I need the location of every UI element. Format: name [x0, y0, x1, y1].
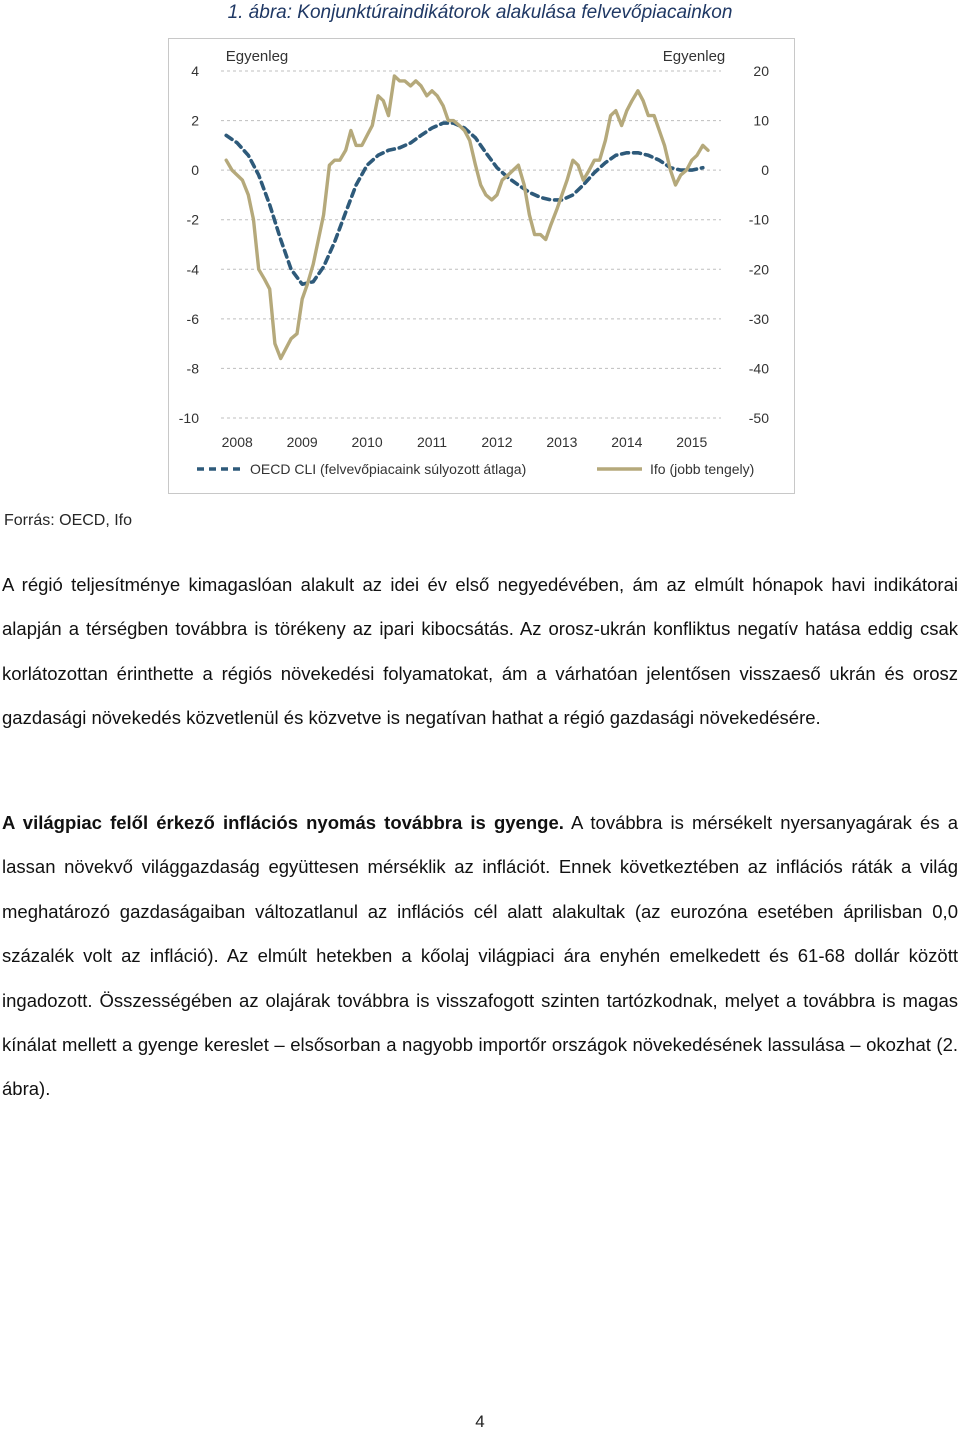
left-tick-label: -4	[186, 261, 199, 278]
left-tick-label: -10	[178, 410, 199, 426]
left-axis-title: Egyenleg	[225, 48, 289, 65]
left-tick-label: 4	[191, 63, 199, 79]
legend-label-ifo: Ifo (jobb tengely)	[650, 461, 755, 477]
figure-caption: 1. ábra: Konjunktúraindikátorok alakulása felvevőpiacainkon	[227, 2, 733, 23]
right-tick-label: 0	[761, 162, 769, 179]
paragraph-region-performance: A régió teljesítménye kimagaslóan alakult az idei év első negyedévében, ám az elmúlt hónapok havi indikátorai alapján a térségben továbbra is törékeny az ipari kibocsátás. Az orosz-ukrán konfliktus negatív hatása eddig csak korlátozottan érinthette a régiós növekedési folyamatokat, ám a várhatóan jelentősen visszaeső ukrán és orosz gazdasági növekedés közvetlenül és közvetve is negatívan hathat a régió gazdasági növekedésére.	[2, 574, 958, 729]
paragraph-inflation-lead: A világpiac felől érkező inflációs nyomás továbbra is gyenge.	[2, 812, 564, 833]
left-tick-label: 2	[191, 112, 199, 129]
page-number: 4	[475, 1412, 485, 1431]
x-tick-label: 2010	[351, 434, 383, 450]
right-tick-label: 20	[753, 63, 769, 79]
paragraph-inflation	[2, 801, 958, 1112]
left-tick-label: -8	[186, 360, 199, 377]
left-tick-label: 0	[191, 162, 199, 179]
right-tick-label: -40	[748, 360, 769, 377]
x-tick-label: 2008	[221, 434, 253, 450]
series-line-ifo	[226, 76, 708, 359]
right-tick-label: -10	[748, 211, 769, 228]
series-line-oecd-cli	[226, 123, 703, 284]
x-tick-label: 2011	[416, 434, 448, 450]
right-tick-label: -20	[748, 261, 769, 278]
x-tick-label: 2014	[611, 434, 643, 450]
right-tick-label: -50	[748, 410, 769, 426]
left-tick-label: -2	[186, 211, 199, 228]
paragraph-inflation-body: A továbbra is mérsékelt nyersanyagárak és a lassan növekvő világgazdaság együttesen mérséklik az inflációt. Ennek következtében az inflációs ráták a világ meghatározó gazdaságaiban változatlanul az inflációs cél alatt alakultak (az eurozóna esetében áprilisban 0,0 százalék volt az infláció). Az elmúlt hetekben a kőolaj világpiaci ára enyhén emelkedett és 61-68 dollár között ingadozott. Összességében az olajárak továbbra is visszafogott szinten tartózkodnak, melyet a továbbra is magas kínálat mellett a gyenge kereslet – elsősorban a nagyobb importőr országok növekedésének lassulása – okozhat (2. ábra).	[2, 812, 959, 1100]
x-tick-label: 2012	[481, 434, 513, 450]
chart-frame	[168, 38, 795, 494]
left-tick-label: -6	[186, 310, 199, 327]
right-tick-label: 10	[753, 112, 769, 129]
right-tick-label: -30	[748, 310, 769, 327]
figure-source: Forrás: OECD, Ifo	[4, 512, 133, 529]
indicator-chart	[169, 39, 796, 495]
right-axis-title: Egyenleg	[662, 48, 726, 65]
x-tick-label: 2015	[676, 434, 708, 450]
legend-label-oecd-cli: OECD CLI (felvevőpiacaink súlyozott átlaga)	[250, 461, 527, 477]
x-tick-label: 2013	[546, 434, 578, 450]
x-tick-label: 2009	[286, 434, 318, 450]
